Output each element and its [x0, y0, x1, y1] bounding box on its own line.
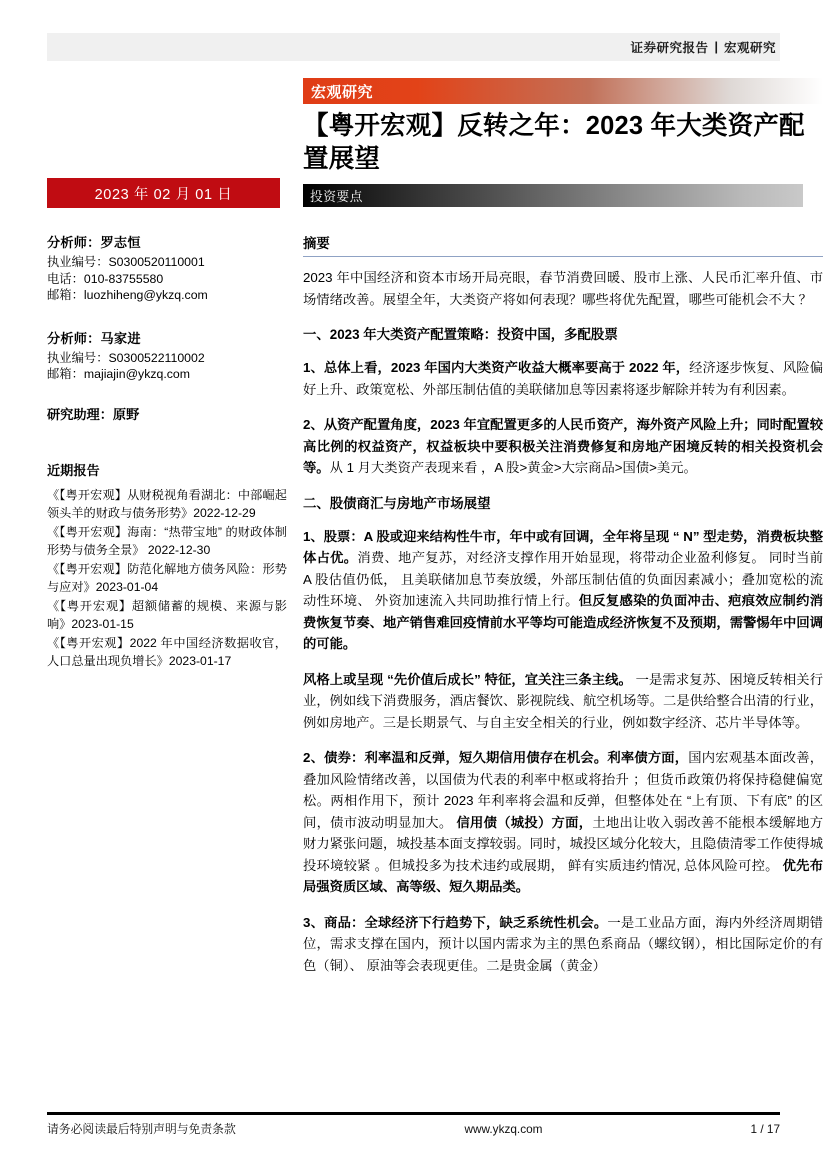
- s2-p3-bold2: 信用债（城投）方面，: [456, 814, 593, 830]
- analyst-block-1: [47, 232, 287, 304]
- investment-highlights-label: 投资要点: [310, 189, 363, 204]
- page-title: 【粤开宏观】反转之年：2023 年大类资产配置展望: [303, 112, 805, 173]
- s1-p2-rest: 从 1 月大类资产表现来看 ，A 股>黄金>大宗商品>国债>美元。: [329, 460, 697, 475]
- category-badge: [303, 78, 823, 104]
- analyst-block-2: [47, 328, 287, 383]
- page-header: [47, 33, 780, 61]
- analyst-license-2: 执业编号：S0300522110002: [47, 350, 205, 365]
- s1-p1-bold: 1、总体上看，2023 年国内大类资产收益大概率要高于 2022 年，: [303, 360, 690, 375]
- investment-highlights-bar: [303, 184, 803, 207]
- recent-reports-list: [47, 486, 287, 671]
- abstract-heading: 摘要: [303, 236, 330, 251]
- section-2-paragraph-4: [303, 912, 823, 977]
- s2-p1-bold2: 但反复感染的负面冲击、疤痕效应制约消费恢复节奏、地产销售难回疫情前水平等均可能造成经济恢复不及预期，需警惕年中回调的可能。: [303, 593, 823, 651]
- s2-p4-rest: 一是工业品方面，海内外经济周期错位，需求支撑在国内，预计以国内需求为主的黑色系商品（螺纹钢），相比国际定价的有色（铜）、 原油等会表现更佳。二是贵金属（黄金）: [303, 914, 823, 973]
- sidebar: [47, 178, 287, 671]
- section-1-paragraph-2: [303, 414, 823, 479]
- footer-website[interactable]: www.ykzq.com: [464, 1121, 543, 1136]
- header-separator: |: [714, 40, 718, 54]
- analyst-email-1: 邮箱：luozhiheng@ykzq.com: [47, 288, 208, 302]
- section-1-heading: 一、2023 年大类资产配置策略：投资中国，多配股票: [303, 327, 618, 342]
- s2-p3-rest: 国内宏观基本面改善，叠加风险情绪改善，以国债为代表的利率中枢或将抬升 ；但货币政策仍将保持稳健偏宽松。两相作用下，预计 2023 年利率将会温和反弹，但整体处在 “上有顶、下有底” 的区间，债市波动明显加大。: [303, 750, 823, 830]
- recent-reports-heading: 近期报告: [47, 462, 100, 478]
- analyst-email-2: 邮箱：majiajin@ykzq.com: [47, 367, 190, 381]
- list-item[interactable]: 《【粤开宏观】超额储蓄的规模、来源与影响》2023-01-15: [47, 598, 287, 631]
- section-2-paragraph-1: [303, 526, 823, 655]
- list-item[interactable]: 《【粤开宏观】海南：“热带宝地” 的财政体制 形势与债务全景》 2022-12-30: [47, 524, 287, 557]
- analyst-phone-1: 电话：010-83755580: [47, 271, 164, 286]
- section-2-heading: 二、股债商汇与房地产市场展望: [303, 495, 491, 511]
- list-item[interactable]: 《【粤开宏观】防范化解地方债务风险：形势与应对》2023-01-04: [47, 561, 287, 594]
- footer-divider: [47, 1112, 780, 1115]
- page-footer: [47, 1120, 780, 1137]
- list-item[interactable]: 《【粤开宏观】2022 年中国经济数据收官，人口总量出现负增长》2023-01-17: [47, 635, 287, 668]
- footer-disclaimer: 请务必阅读最后特别声明与免责条款: [47, 1122, 236, 1136]
- abstract-divider: [303, 256, 823, 257]
- s2-p3-rest2: 土地出让收入弱改善不能根本缓解地方财力紧张问题，城投基本面支撑较弱。同时，城投区域分化较大，且隐债清零工作使得城投环境较紧 。但城投多为技术违约或展期， 鲜有实质违约情况, 总体风险可控。: [303, 814, 824, 873]
- publication-date-badge: [47, 178, 280, 208]
- header-report-type: 证券研究报告: [630, 41, 709, 55]
- main-content: [303, 78, 823, 990]
- publication-date: 2023 年 02 月 01 日: [94, 186, 233, 203]
- header-research-category: 宏观研究: [723, 41, 776, 55]
- s2-p4-bold: 全球经济下行趋势下，缺乏系统性机会。: [364, 914, 608, 930]
- research-assistant: 研究助理：原野: [47, 406, 140, 422]
- s1-p2-bold: 2、从资产配置角度，2023 年宜配置更多的人民币资产，海外资产风险上升；同时配置较高比例的权益资产，权益板块中要积极关注消费修复和房地产困境反转的相关投资机会等。: [303, 417, 823, 475]
- s2-p3-bold3: 优先布局强资质区域、高等级、短久期品类。: [303, 857, 823, 894]
- section-2-paragraph-3: [303, 747, 823, 898]
- s2-p3-bold: 2、债券：利率温和反弹，短久期信用债存在机会。利率债方面，: [303, 750, 689, 765]
- abstract-text: 2023 年中国经济和资本市场开局亮眼，春节消费回暖、股市上涨、人民币汇率升值、市场情绪改善。展望全年，大类资产将如何表现？哪些将优先配置，哪些可能机会不大 ？: [303, 270, 823, 307]
- s2-p2-bold: 风格上或呈现 “先价值后成长” 特征，宜关注三条主线。: [303, 671, 632, 687]
- section-1-paragraph-1: [303, 357, 823, 400]
- s2-p2-rest: 一是需求复苏、困境反转相关行业，例如线下消费服务，酒店餐饮、影视院线、航空机场等。二是供给整合出清的行业，例如房地产。三是长期景气、与自主安全相关的行业，例如数字经济、芯片半导体等。: [303, 671, 823, 730]
- s2-p4-prefix: 3、商品：: [303, 914, 365, 930]
- category-badge-label: 宏观研究: [311, 83, 374, 101]
- analyst-license-1: 执业编号：S0300520110001: [47, 255, 205, 269]
- list-item[interactable]: 《【粤开宏观】从财税视角看湖北：中部崛起领头羊的财政与债务形势》2022-12-29: [47, 487, 287, 520]
- analyst-name-1: 分析师：罗志恒: [47, 235, 141, 250]
- analyst-name-2: 分析师：马家进: [47, 330, 141, 346]
- section-2-paragraph-2: [303, 669, 823, 734]
- s1-p1-rest: 经济逐步恢复、风险偏好上升、政策宽松、外部压制估值的美联储加息等因素将逐步解除并转为有利因素。: [303, 360, 823, 397]
- s2-p1-rest: 消费、地产复苏，对经济支撑作用开始显现，将带动企业盈利修复。 同时当前 A 股估值仍低， 且美联储加息节奏放缓，外部压制估值的负面因素减小；叠加宽松的流动性环境、 外资加速流入共同助推行情上行。: [303, 550, 824, 608]
- footer-page-number: 1 / 17: [750, 1121, 780, 1136]
- s2-p1-bold: 1、股票：A 股或迎来结构性牛市，年中或有回调，全年将呈现 “ N” 型走势，消费板块整体占优。: [303, 528, 823, 565]
